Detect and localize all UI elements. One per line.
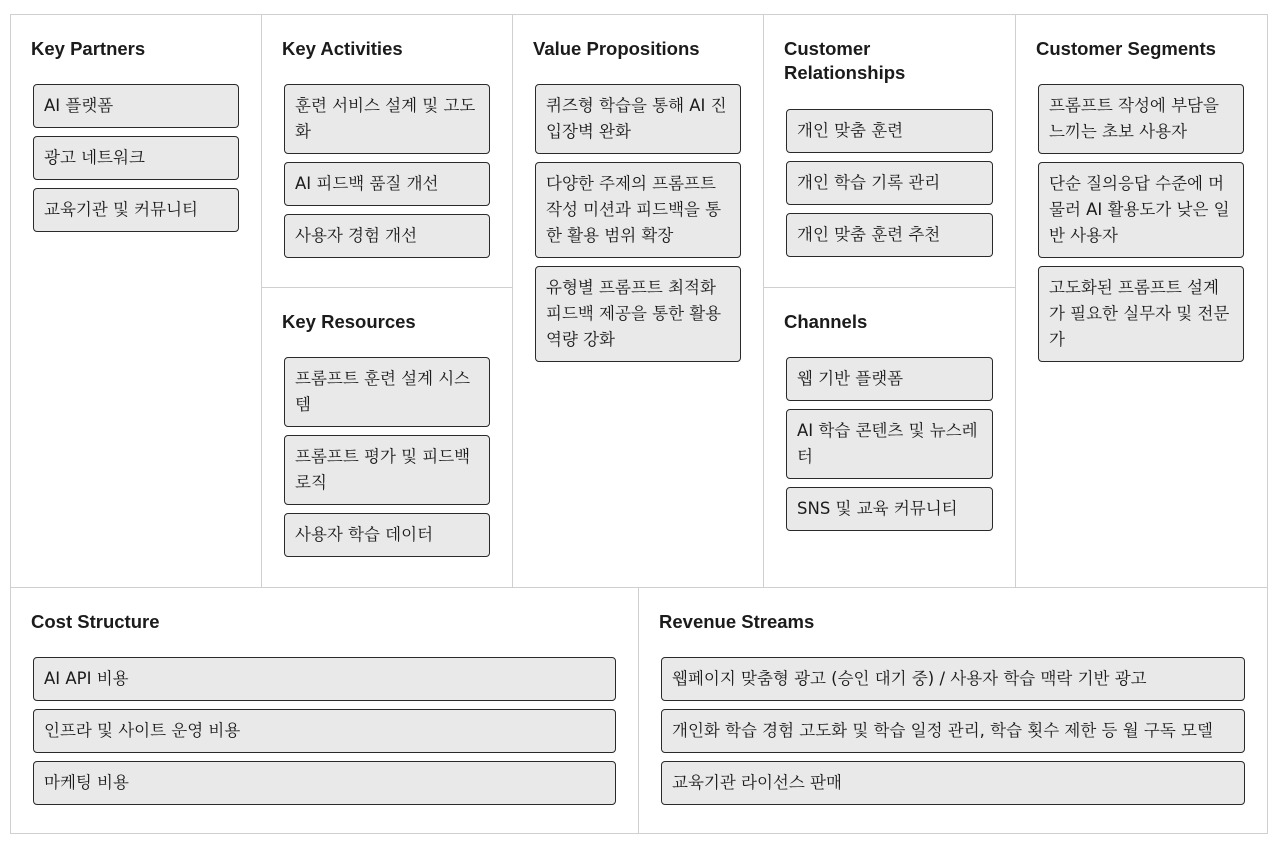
- revenue-streams-card: 개인화 학습 경험 고도화 및 학습 일정 관리, 학습 횟수 제한 등 월 구독 모델: [661, 709, 1245, 753]
- key-resources-list: [284, 357, 490, 557]
- channels-title: Channels: [784, 311, 868, 332]
- value-propositions-card: 다양한 주제의 프롬프트 작성 미션과 피드백을 통한 활용 범위 확장: [535, 162, 741, 258]
- customer-segments-card: 프롬프트 작성에 부담을 느끼는 초보 사용자: [1038, 84, 1244, 154]
- value-propositions-block: [513, 15, 764, 587]
- key-partners-card: AI 플랫폼: [33, 84, 239, 128]
- key-partners-title: Key Partners: [31, 38, 146, 59]
- cost-structure-block: [11, 587, 639, 833]
- customer-relationships-title: Customer Relationships: [784, 38, 906, 83]
- customer-segments-block: [1016, 15, 1267, 587]
- key-resources-block: [262, 288, 513, 587]
- channels-block: [764, 288, 1016, 587]
- customer-segments-card: 단순 질의응답 수준에 머물러 AI 활용도가 낮은 일반 사용자: [1038, 162, 1244, 258]
- customer-relationships-card: 개인 맞춤 훈련 추천: [786, 213, 993, 257]
- customer-segments-title: Customer Segments: [1036, 38, 1216, 59]
- key-resources-title: Key Resources: [282, 311, 416, 332]
- cost-structure-card: 마케팅 비용: [33, 761, 616, 805]
- business-model-canvas: [10, 14, 1268, 834]
- cost-structure-card: 인프라 및 사이트 운영 비용: [33, 709, 616, 753]
- customer-relationships-card: 개인 학습 기록 관리: [786, 161, 993, 205]
- cost-structure-list: [33, 657, 616, 805]
- key-activities-title: Key Activities: [282, 38, 403, 59]
- channels-card: SNS 및 교육 커뮤니티: [786, 487, 993, 531]
- key-activities-card: AI 피드백 품질 개선: [284, 162, 490, 206]
- key-activities-card: 사용자 경험 개선: [284, 214, 490, 258]
- customer-relationships-list: [786, 109, 993, 257]
- value-propositions-list: [535, 84, 741, 362]
- key-resources-card: 사용자 학습 데이터: [284, 513, 490, 557]
- key-activities-card: 훈련 서비스 설계 및 고도화: [284, 84, 490, 154]
- channels-card: 웹 기반 플랫폼: [786, 357, 993, 401]
- channels-card: AI 학습 콘텐츠 및 뉴스레터: [786, 409, 993, 479]
- key-partners-card: 교육기관 및 커뮤니티: [33, 188, 239, 232]
- revenue-streams-title: Revenue Streams: [659, 611, 815, 632]
- customer-relationships-card: 개인 맞춤 훈련: [786, 109, 993, 153]
- revenue-streams-card: 교육기관 라이선스 판매: [661, 761, 1245, 805]
- customer-segments-list: [1038, 84, 1244, 362]
- value-propositions-card: 퀴즈형 학습을 통해 AI 진입장벽 완화: [535, 84, 741, 154]
- revenue-streams-list: [661, 657, 1245, 805]
- value-propositions-card: 유형별 프롬프트 최적화 피드백 제공을 통한 활용 역량 강화: [535, 266, 741, 362]
- key-partners-block: [11, 15, 262, 587]
- value-propositions-title: Value Propositions: [533, 38, 700, 59]
- channels-list: [786, 357, 993, 531]
- revenue-streams-card: 웹페이지 맞춤형 광고 (승인 대기 중) / 사용자 학습 맥락 기반 광고: [661, 657, 1245, 701]
- cost-structure-card: AI API 비용: [33, 657, 616, 701]
- key-activities-list: [284, 84, 490, 258]
- key-resources-card: 프롬프트 평가 및 피드백 로직: [284, 435, 490, 505]
- revenue-streams-block: [639, 587, 1267, 833]
- customer-segments-card: 고도화된 프롬프트 설계가 필요한 실무자 및 전문가: [1038, 266, 1244, 362]
- key-activities-block: [262, 15, 513, 288]
- cost-structure-title: Cost Structure: [31, 611, 160, 632]
- key-resources-card: 프롬프트 훈련 설계 시스템: [284, 357, 490, 427]
- key-partners-card: 광고 네트워크: [33, 136, 239, 180]
- customer-relationships-block: [764, 15, 1016, 288]
- key-partners-list: [33, 84, 239, 232]
